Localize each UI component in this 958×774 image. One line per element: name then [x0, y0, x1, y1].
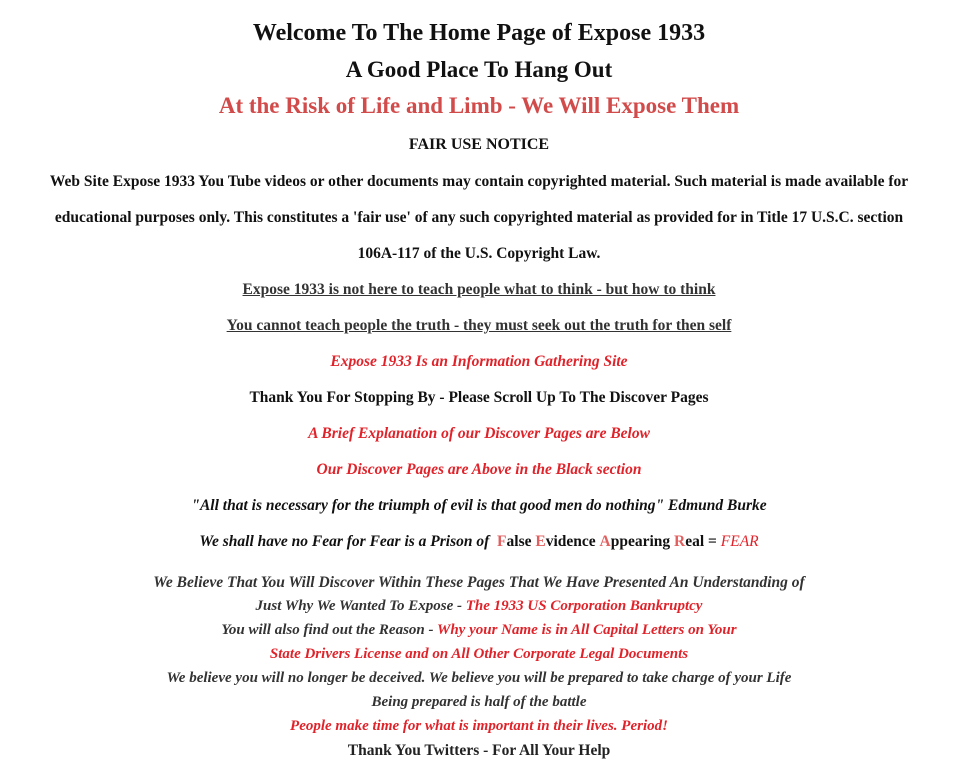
reason-prefix: You will also find out the Reason - [221, 622, 434, 638]
page-tagline: At the Risk of Life and Limb - We Will Expose Them [218, 93, 740, 118]
reason-line [0, 622, 958, 639]
fear-eal: eal = [685, 533, 717, 550]
think-link[interactable]: Expose 1933 is not here to teach people what to think - but how to think [242, 281, 716, 298]
truth-link-row [0, 317, 958, 335]
truth-link[interactable]: You cannot teach people the truth - they must seek out the truth for then self [226, 317, 732, 334]
fear-ppearing: ppearing [610, 533, 671, 550]
fear-letter-e: E [535, 533, 546, 550]
fear-vidence: vidence [545, 533, 596, 550]
twitters-line: Thank You Twitters - For All Your Help [347, 742, 611, 759]
discover-above-text: Our Discover Pages are Above in the Black section [316, 461, 642, 478]
fear-letter-a: A [599, 533, 611, 550]
brief-explanation-text: A Brief Explanation of our Discover Pages are Below [308, 425, 650, 442]
capital-letters-text: Why your Name is in All Capital Letters on Your [436, 622, 737, 638]
believe-prefix: Just Why We Wanted To Expose - [255, 598, 462, 614]
fear-prefix: We shall have no Fear for Fear is a Prison of [199, 533, 490, 550]
page-title: Welcome To The Home Page of Expose 1933 [252, 20, 706, 46]
fear-letter-r: R [674, 533, 686, 550]
thank-you-text: Thank You For Stopping By - Please Scroll Up To The Discover Pages [249, 389, 709, 406]
fear-alse: alse [506, 533, 532, 550]
period-line: People make time for what is important in their lives. Period! [290, 718, 668, 734]
page-subtitle: A Good Place To Hang Out [345, 57, 613, 82]
burke-quote: "All that is necessary for the triumph of evil is that good men do nothing" Edmund Burke [191, 497, 767, 514]
bankruptcy-text: The 1933 US Corporation Bankruptcy [465, 598, 703, 614]
fair-use-heading: FAIR USE NOTICE [408, 136, 550, 153]
fear-line [0, 533, 958, 551]
think-link-row [0, 281, 958, 299]
fear-letter-f: F [497, 533, 507, 550]
fair-use-line-2: educational purposes only. This constitutes a 'fair use' of any such copyrighted material as provided for in Title 17 U.S.C. section [54, 209, 904, 226]
license-line: State Drivers License and on All Other Corporate Legal Documents [269, 646, 689, 662]
prepared-line: Being prepared is half of the battle [371, 694, 587, 710]
deceived-line: We believe you will no longer be deceived. We believe you will be prepared to take charge of your Life [166, 670, 792, 686]
info-site-text: Expose 1933 Is an Information Gathering Site [330, 353, 628, 370]
fair-use-line-3: 106A-117 of the U.S. Copyright Law. [357, 245, 601, 262]
believe-line-1: We Believe That You Will Discover Within These Pages That We Have Presented An Understanding of [153, 574, 805, 591]
fair-use-line-1: Web Site Expose 1933 You Tube videos or other documents may contain copyrighted material. Such material is made available for [49, 173, 909, 190]
fear-word: FEAR [720, 533, 759, 550]
believe-line-2 [0, 598, 958, 615]
